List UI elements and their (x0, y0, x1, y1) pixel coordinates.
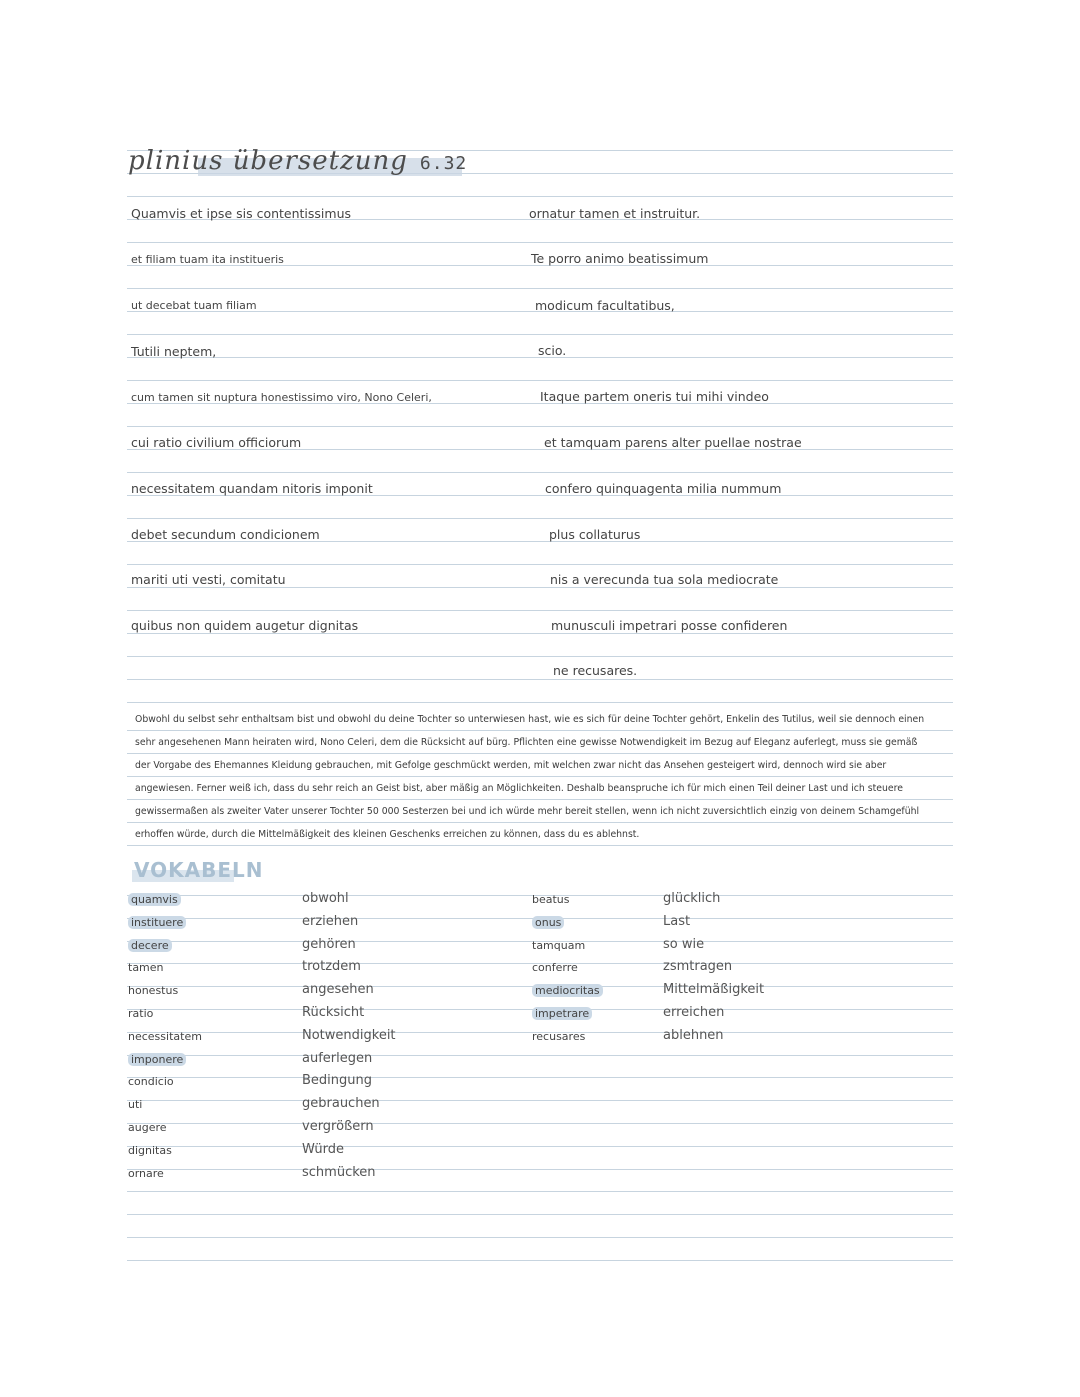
latin-line: Te porro animo beatissimum (531, 251, 709, 266)
latin-line: debet secundum condicionem (131, 527, 320, 542)
vocab-latin: ratio (128, 1007, 154, 1020)
vocab-latin: conferre (532, 961, 578, 975)
vocab-german: Mittelmäßigkeit (663, 982, 765, 998)
vocab-german: erziehen (302, 913, 359, 929)
page-title (128, 146, 467, 176)
vocab-german: gebrauchen (302, 1096, 380, 1112)
vocab-latin: necessitatem (128, 1029, 202, 1043)
latin-line: et tamquam parens alter puellae nostrae (544, 435, 802, 450)
latin-line: Tutili neptem, (131, 344, 217, 359)
latin-line: ornatur tamen et instruitur. (529, 206, 701, 221)
title-text: plinius übersetzung (128, 146, 408, 176)
vocab-latin: tamquam (532, 938, 586, 952)
latin-line: confero quinquagenta milia nummum (545, 481, 782, 496)
latin-line: necessitatem quandam nitoris imponit (131, 481, 373, 496)
latin-line: Quamvis et ipse sis contentissimus (131, 206, 352, 221)
vocab-german: Bedingung (302, 1073, 373, 1089)
vocab-latin: quamvis (128, 893, 181, 906)
latin-line: modicum facultatibus, (535, 298, 675, 313)
vocab-latin: honestus (128, 984, 179, 998)
vocab-latin: beatus (532, 893, 570, 906)
latin-line: scio. (538, 343, 567, 358)
vocab-german: ablehnen (663, 1027, 724, 1043)
latin-line: ut decebat tuam filiam (131, 299, 257, 312)
vocab-latin: decere (128, 939, 172, 952)
vocab-german: auferlegen (302, 1050, 373, 1066)
vocab-latin: impetrare (532, 1007, 592, 1020)
vocab-latin: ornare (128, 1166, 164, 1180)
vocab-german: glücklich (663, 891, 721, 906)
latin-line: ne recusares. (553, 663, 638, 678)
vocab-latin: onus (532, 916, 564, 929)
latin-line: munusculi impetrari posse confideren (551, 618, 788, 633)
vocab-latin: condicio (128, 1075, 174, 1089)
vocab-german: vergrößern (302, 1119, 374, 1134)
latin-line: quibus non quidem augetur dignitas (131, 618, 359, 633)
latin-line: plus collaturus (549, 527, 641, 542)
vocab-german: Last (663, 913, 691, 929)
vocab-german: trotzdem (302, 959, 361, 975)
latin-line: et filiam tuam ita institueris (131, 253, 284, 266)
vocab-german: gehören (302, 936, 356, 952)
vocab-german: erreichen (663, 1005, 725, 1020)
vocab-german: Notwendigkeit (302, 1027, 396, 1043)
title-number: 6.32 (419, 153, 468, 174)
vocab-latin: augere (128, 1121, 167, 1134)
vocab-latin: dignitas (128, 1143, 172, 1157)
translation-paragraph: Obwohl du selbst sehr enthaltsam bist und obwohl du deine Tochter so unterwiesen hast, wie es sich für deine Tochter gehört, Enkelin des Tutilus, weil sie dennoch einen sehr angesehenen Mann heiraten wird, Nono Celeri, dem die Rücksicht auf bürg. Pflichten eine gewisse Notwendigkeit im Bezug auf Eleganz auferlegt, muss sie gemäß der Vorgabe des Ehemannes Kleidung gebrauchen, mit Gefolge geschmückt werden, mit welchen zwar nicht das Ansehen gesteigert wird, dennoch wird sie aber angewiesen. Ferner weiß ich, dass du sehr reich an Geist bist, aber mäßig an Möglichkeiten. Deshalb beanspruche ich für mich einen Teil deiner Last und ich steuere gewissermaßen als zweiter Vater unserer Tochter 50 000 Sesterzen bei und ich würde mehr bereit stellen, wenn ich nicht zuversichtlich einzig von deinem Schamgefühl erhoffen würde, durch die Mittelmäßigkeit des kleinen Geschenks erreichen zu können, dass du es ablehnst. (135, 714, 925, 840)
vocab-german: zsmtragen (663, 959, 733, 975)
vocab-latin: tamen (128, 961, 164, 975)
vocab-german: angesehen (302, 982, 374, 998)
vocab-german: Würde (302, 1141, 344, 1157)
vocab-latin: instituere (128, 916, 186, 929)
vocab-latin: uti (128, 1098, 143, 1112)
latin-line: mariti uti vesti, comitatu (131, 572, 286, 587)
vocab-german: obwohl (302, 891, 349, 906)
vocab-latin: recusares (532, 1029, 586, 1043)
vocab-german: schmücken (302, 1164, 376, 1180)
latin-line: cum tamen sit nuptura honestissimo viro, Nono Celeri, (131, 391, 432, 404)
latin-line: nis a verecunda tua sola mediocrate (550, 572, 779, 587)
vocab-german: Rücksicht (302, 1005, 365, 1020)
vocab-latin: mediocritas (532, 984, 603, 997)
vocab-heading: VOKABELN (134, 858, 264, 882)
vocab-german: so wie (663, 936, 705, 952)
latin-line: cui ratio civilium officiorum (131, 435, 302, 450)
vocab-latin: imponere (128, 1053, 186, 1066)
latin-line: Itaque partem oneris tui mihi vindeo (540, 389, 769, 404)
